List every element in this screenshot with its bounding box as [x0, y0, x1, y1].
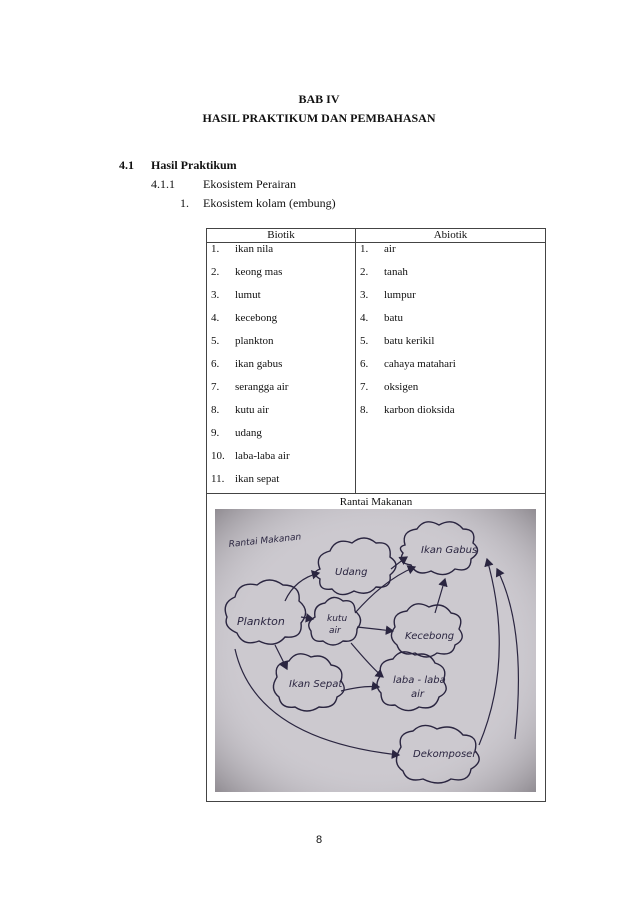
chapter-title: HASIL PRAKTIKUM DAN PEMBAHASAN	[202, 111, 436, 125]
label-ikan-gabus: Ikan Gabus	[421, 545, 478, 556]
list-item-number: 8.	[211, 404, 220, 416]
list-item-text: cahaya matahari	[384, 358, 456, 370]
biotik-list	[207, 243, 355, 491]
list-item	[360, 266, 408, 278]
list-item	[360, 243, 396, 255]
label-kecebong: Kecebong	[405, 631, 455, 642]
list-item	[211, 358, 282, 370]
list-item-number: 9.	[211, 427, 220, 439]
list-item-number: 7.	[360, 381, 369, 393]
subsection-number: 4.1.1	[151, 177, 175, 191]
list-item	[360, 312, 403, 324]
list-item	[211, 312, 277, 324]
list-item-text: ikan sepat	[235, 473, 280, 485]
list-item-text: laba-laba air	[235, 450, 290, 462]
list-item-number: 11.	[211, 473, 225, 485]
food-chain-sketch	[215, 509, 536, 792]
list-item	[360, 404, 455, 416]
item-number: 1.	[180, 196, 189, 210]
list-item-text: keong mas	[235, 266, 283, 278]
list-item-number: 8.	[360, 404, 369, 416]
food-chain-sketch-photo	[215, 509, 536, 792]
label-plankton: Plankton	[237, 615, 285, 628]
list-item-number: 7.	[211, 381, 220, 393]
label-laba-laba-air: air	[411, 689, 425, 700]
item-title: Ekosistem kolam (embung)	[203, 196, 336, 210]
food-chain-title: Rantai Makanan	[339, 496, 413, 508]
list-item	[211, 266, 282, 278]
label-kutu-air: air	[329, 626, 341, 636]
header-biotik: Biotik	[207, 229, 356, 243]
header-abiotik: Abiotik	[356, 229, 546, 243]
list-item	[211, 427, 262, 439]
list-item-text: karbon dioksida	[384, 404, 455, 416]
list-item-number: 3.	[211, 289, 220, 301]
list-item-text: lumpur	[384, 289, 416, 301]
list-item	[211, 450, 290, 462]
list-item-text: plankton	[235, 335, 274, 347]
page-number: 8	[315, 834, 323, 846]
chapter-number: BAB IV	[298, 92, 340, 106]
list-item-text: serangga air	[235, 381, 289, 393]
list-item-text: udang	[235, 427, 262, 439]
list-item-number: 5.	[211, 335, 220, 347]
list-item-text: air	[384, 243, 396, 255]
list-item	[360, 335, 434, 347]
sketch-heading: Rantai Makanan	[228, 532, 302, 550]
list-item-text: kecebong	[235, 312, 278, 324]
subsection-title: Ekosistem Perairan	[203, 177, 296, 191]
list-item-text: kutu air	[235, 404, 269, 416]
list-item	[211, 335, 274, 347]
label-laba-laba: laba - laba	[393, 675, 446, 686]
list-item-number: 6.	[360, 358, 369, 370]
section-number: 4.1	[119, 158, 134, 172]
list-item	[211, 381, 288, 393]
list-item	[211, 289, 261, 301]
abiotik-cell	[356, 243, 546, 494]
list-item-text: ikan nila	[235, 243, 274, 255]
list-item	[360, 289, 416, 301]
list-item	[211, 473, 279, 485]
label-dekomposer: Dekomposer	[413, 749, 477, 760]
list-item-text: tanah	[384, 266, 408, 278]
abiotik-list	[356, 243, 545, 491]
list-item-text: oksigen	[384, 381, 419, 393]
list-item	[211, 404, 269, 416]
list-item-number: 4.	[360, 312, 369, 324]
list-item-text: ikan gabus	[235, 358, 283, 370]
list-item	[360, 381, 418, 393]
list-item-number: 3.	[360, 289, 369, 301]
biotik-cell	[207, 243, 356, 494]
list-item-text: batu	[384, 312, 403, 324]
section-title: Hasil Praktikum	[151, 158, 237, 172]
list-item-number: 6.	[211, 358, 220, 370]
list-item-number: 10.	[211, 450, 225, 462]
list-item-text: batu kerikil	[384, 335, 435, 347]
list-item-number: 1.	[360, 243, 369, 255]
list-item-number: 2.	[211, 266, 220, 278]
label-kutu: kutu	[327, 614, 348, 624]
list-item-number: 1.	[211, 243, 220, 255]
list-item-number: 2.	[360, 266, 369, 278]
label-udang: Udang	[335, 567, 368, 578]
list-item	[211, 243, 273, 255]
list-item-number: 4.	[211, 312, 220, 324]
label-ikan-sepat: Ikan Sepat	[289, 679, 343, 690]
list-item	[360, 358, 456, 370]
list-item-text: lumut	[235, 289, 261, 301]
list-item-number: 5.	[360, 335, 369, 347]
